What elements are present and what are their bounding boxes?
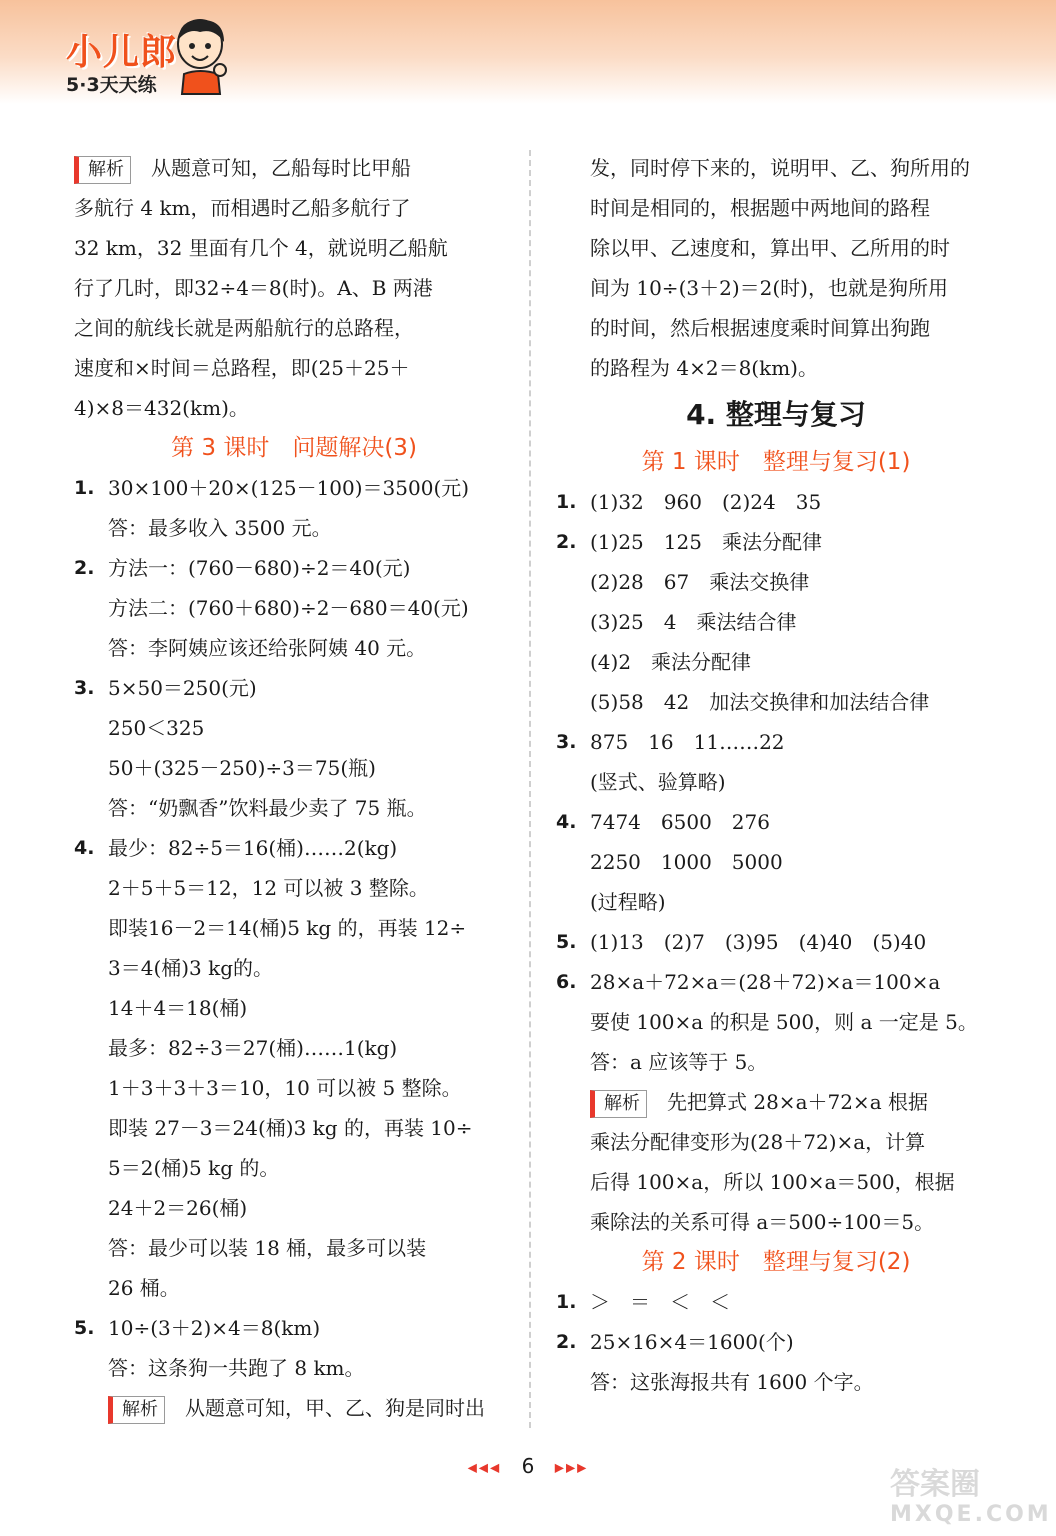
- arrow-right-icon: ▶▶▶: [554, 1460, 589, 1475]
- answer-line: 2＋5＋5＝12，12 可以被 3 整除。: [108, 876, 429, 900]
- brand-subtitle: 5·3天天练: [66, 74, 157, 96]
- answer-line: 1＋3＋3＋3＝10，10 可以被 5 整除。: [108, 1076, 462, 1100]
- question-number: 4.: [556, 811, 577, 833]
- column-divider: [529, 150, 531, 1428]
- answer-line: 1. (1)32 960 (2)24 35: [556, 482, 996, 522]
- analysis-line: 间为 10÷(3＋2)＝2(时)，也就是狗所用: [590, 276, 948, 300]
- question-number: 3.: [556, 731, 577, 753]
- answer-line: (5)58 42 加法交换律和加法结合律: [590, 690, 930, 714]
- question-number: 3.: [74, 677, 95, 699]
- answer-line: 1. ＞ ＝ ＜ ＜: [556, 1282, 996, 1322]
- answer-line: 最多：82÷3＝27(桶)……1(kg): [108, 1036, 398, 1060]
- right-column: [556, 148, 996, 1402]
- question-number: 5.: [74, 1317, 95, 1339]
- answer-line: 答：a 应该等于 5。: [590, 1050, 768, 1074]
- answer-line: 答：“奶飘香”饮料最少卖了 75 瓶。: [108, 796, 427, 820]
- answer-line: 答：最多收入 3500 元。: [108, 516, 332, 540]
- analysis-tag: 解析: [108, 1396, 165, 1424]
- question-number: 1.: [556, 1291, 577, 1313]
- answer-line: 24＋2＝26(桶): [108, 1196, 248, 1220]
- answer-line: 26 桶。: [108, 1276, 180, 1300]
- answer-line: 答：最少可以装 18 桶，最多可以装: [108, 1236, 427, 1260]
- analysis-line: 时间是相同的，根据题中两地间的路程: [590, 196, 930, 220]
- analysis-line: 除以甲、乙速度和，算出甲、乙所用的时: [590, 236, 950, 260]
- question-number: 5.: [556, 931, 577, 953]
- analysis-line: 之间的航线长就是两船航行的总路程，: [74, 316, 414, 340]
- arrow-left-icon: ◀◀◀: [467, 1460, 502, 1475]
- answer-line: 2. (1)25 125 乘法分配律: [556, 522, 996, 562]
- answer-line: 1. 30×100＋20×(125－100)＝3500(元): [74, 468, 514, 508]
- answer-line: 5. (1)13 (2)7 (3)95 (4)40 (5)40: [556, 922, 996, 962]
- question-number: 1.: [74, 477, 95, 499]
- answer-line: 2. 25×16×4＝1600(个): [556, 1322, 996, 1362]
- analysis-line: 解析 从题意可知，乙船每时比甲船: [74, 148, 514, 188]
- answer-line: 要使 100×a 的积是 500，则 a 一定是 5。: [590, 1010, 978, 1034]
- analysis-line: 行了几时，即32÷4＝8(时)。A、B 两港: [74, 276, 433, 300]
- analysis-line: 多航行 4 km，而相遇时乙船多航行了: [74, 196, 411, 220]
- question-number: 2.: [556, 1331, 577, 1353]
- analysis-tag: 解析: [74, 156, 131, 184]
- answer-line: 2250 1000 5000: [590, 850, 783, 874]
- lesson-title: 第 3 课时 问题解决(3): [171, 435, 417, 461]
- brand-logo: 小儿郎: [66, 32, 178, 73]
- answer-line: 3. 875 16 11……22: [556, 722, 996, 762]
- answer-line: (2)28 67 乘法交换律: [590, 570, 810, 594]
- analysis-line: 的时间，然后根据速度乘时间算出狗跑: [590, 316, 930, 340]
- analysis-line: 乘法分配律变形为(28＋72)×a，计算: [590, 1130, 926, 1154]
- answer-line: 5＝2(桶)5 kg 的。: [108, 1156, 280, 1180]
- answer-line: (过程略): [590, 890, 666, 914]
- answer-line: (4)2 乘法分配律: [590, 650, 752, 674]
- question-number: 2.: [556, 531, 577, 553]
- analysis-line: 的路程为 4×2＝8(km)。: [590, 356, 818, 380]
- analysis-line: 32 km，32 里面有几个 4，就说明乙船航: [74, 236, 448, 260]
- answer-line: (竖式、验算略): [590, 770, 726, 794]
- lesson-title: 第 1 课时 整理与复习(1): [641, 449, 911, 475]
- answer-line: 即装16－2＝14(桶)5 kg 的，再装 12÷: [108, 916, 467, 940]
- answer-line: 4. 最少：82÷5＝16(桶)……2(kg): [74, 828, 514, 868]
- question-number: 1.: [556, 491, 577, 513]
- question-number: 4.: [74, 837, 95, 859]
- analysis-line: 速度和×时间＝总路程，即(25＋25＋: [74, 356, 410, 380]
- answer-line: (3)25 4 乘法结合律: [590, 610, 797, 634]
- analysis-tag: 解析: [590, 1090, 647, 1118]
- question-number: 6.: [556, 971, 577, 993]
- answer-line: 即装 27－3＝24(桶)3 kg 的，再装 10÷: [108, 1116, 473, 1140]
- unit-title: 4. 整理与复习: [686, 398, 866, 431]
- answer-line: 50＋(325－250)÷3＝75(瓶): [108, 756, 376, 780]
- analysis-line: 后得 100×a，所以 100×a＝500，根据: [590, 1170, 955, 1194]
- answer-line: 答：这张海报共有 1600 个字。: [590, 1370, 874, 1394]
- answer-line: 5. 10÷(3＋2)×4＝8(km): [74, 1308, 514, 1348]
- answer-line: 答：李阿姨应该还给张阿姨 40 元。: [108, 636, 427, 660]
- answer-line: 3. 5×50＝250(元): [74, 668, 514, 708]
- watermark: 答案圈 MXQE.COM: [890, 1467, 1052, 1527]
- answer-line: 6. 28×a＋72×a＝(28＋72)×a＝100×a: [556, 962, 996, 1002]
- analysis-line: 4)×8＝432(km)。: [74, 396, 249, 420]
- analysis-line: 解析 从题意可知，甲、乙、狗是同时出: [74, 1388, 514, 1428]
- answer-line: 14＋4＝18(桶): [108, 996, 248, 1020]
- answer-line: 3＝4(桶)3 kg的。: [108, 956, 274, 980]
- left-column: [74, 148, 514, 1428]
- answer-line: 方法二：(760＋680)÷2－680＝40(元): [108, 596, 469, 620]
- analysis-line: 乘除法的关系可得 a＝500÷100＝5。: [590, 1210, 935, 1234]
- page-header: [0, 0, 1056, 104]
- mascot-icon: [170, 14, 234, 96]
- analysis-line: 发，同时停下来的，说明甲、乙、狗所用的: [590, 156, 970, 180]
- answer-line: 答：这条狗一共跑了 8 km。: [108, 1356, 365, 1380]
- question-number: 2.: [74, 557, 95, 579]
- answer-line: 250＜325: [108, 716, 205, 740]
- answer-line: 2. 方法一：(760－680)÷2＝40(元): [74, 548, 514, 588]
- page-number: 6: [521, 1454, 535, 1478]
- answer-line: 4. 7474 6500 276: [556, 802, 996, 842]
- analysis-line: 解析 先把算式 28×a＋72×a 根据: [556, 1082, 996, 1122]
- lesson-title: 第 2 课时 整理与复习(2): [641, 1249, 911, 1275]
